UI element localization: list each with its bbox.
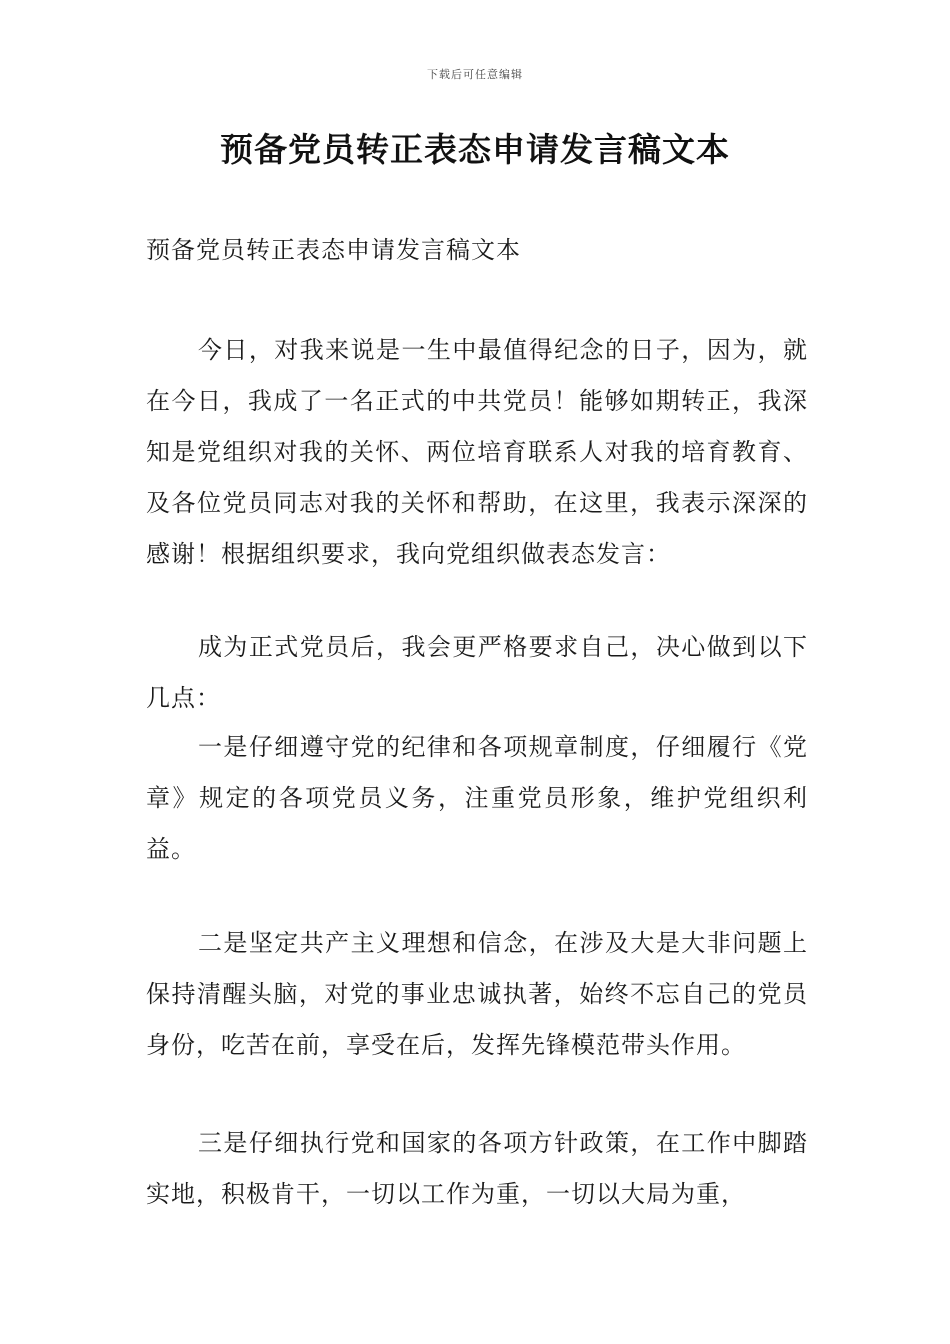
paragraph-point-two: 二是坚定共产主义理想和信念，在涉及大是大非问题上保持清醒头脑，对党的事业忠诚执著，始终不忘自己的党员身份，吃苦在前，享受在后，发挥先锋模范带头作用。 [146, 929, 808, 1059]
paragraph-point-three: 三是仔细执行党和国家的各项方针政策，在工作中脚踏实地，积极肯干，一切以工作为重，一切以大局为重， [146, 1129, 808, 1208]
document-subtitle: 预备党员转正表态申请发言稿文本 [146, 236, 521, 264]
document-title: 预备党员转正表态申请发言稿文本 [220, 130, 730, 169]
paragraph-intro: 今日，对我来说是一生中最值得纪念的日子，因为，就在今日，我成了一名正式的中共党员！能够如期转正，我深知是党组织对我的关怀、两位培育联系人对我的培育教育、及各位党员同志对我的关怀和帮助，在这里，我表示深深的感谢！根据组织要求，我向党组织做表态发言： [146, 336, 808, 568]
header-note: 下载后可任意编辑 [427, 68, 523, 81]
paragraph-point-one: 一是仔细遵守党的纪律和各项规章制度，仔细履行《党章》规定的各项党员义务，注重党员形象，维护党组织利益。 [146, 733, 808, 863]
paragraph-resolution: 成为正式党员后，我会更严格要求自己，决心做到以下几点： [146, 633, 808, 712]
